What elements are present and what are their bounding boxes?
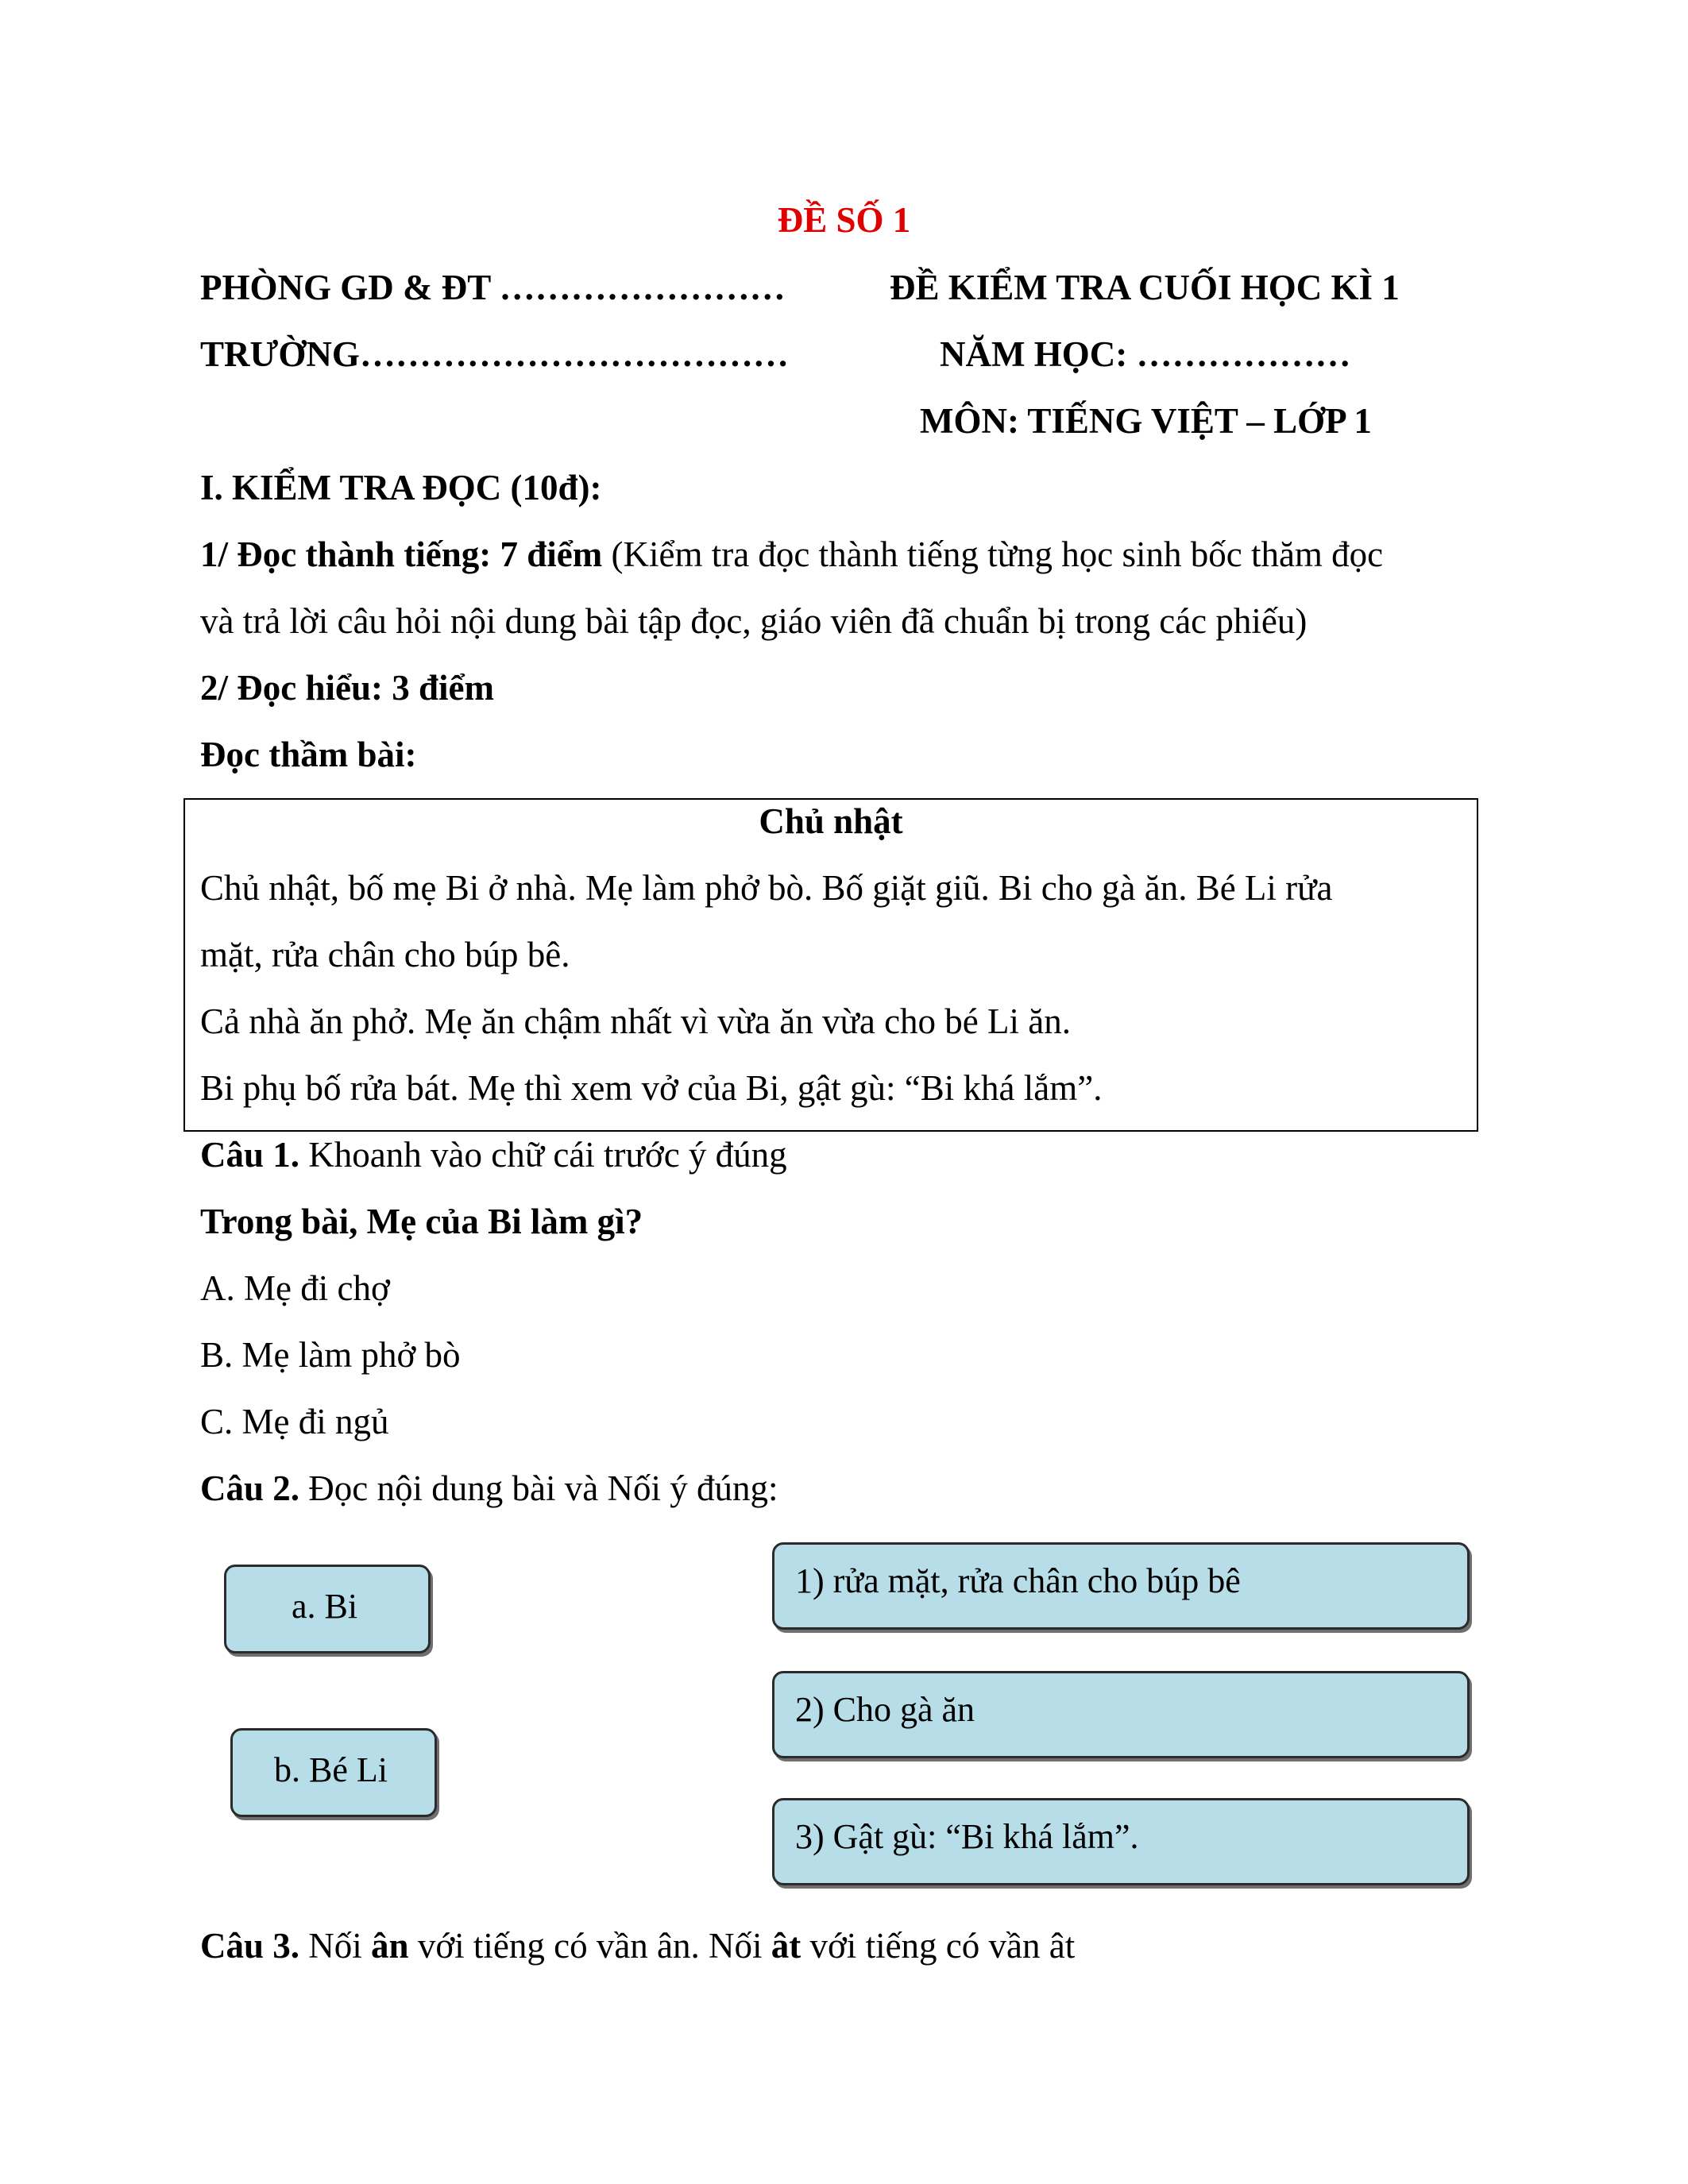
school-label: TRƯỜNG………………………………	[200, 334, 789, 374]
answer-option-c[interactable]: C. Mẹ đi ngủ	[200, 1402, 389, 1441]
subject-label: MÔN: TIẾNG VIỆT – LỚP 1	[920, 401, 1372, 441]
education-office-label: PHÒNG GD & ĐT ……………………	[200, 268, 786, 307]
passage-line: Bi phụ bố rửa bát. Mẹ thì xem vở của Bi, gật gù: “Bi khá lắm”.	[200, 1068, 1103, 1108]
question-3-rhyme-at: ât	[771, 1926, 802, 1966]
reading-aloud-text: (Kiểm tra đọc thành tiếng từng học sinh bốc thăm đọc	[602, 534, 1384, 574]
question-1	[200, 1137, 787, 1173]
question-2	[200, 1468, 778, 1508]
passage-line: mặt, rửa chân cho búp bê.	[200, 935, 570, 974]
answer-option-a[interactable]: A. Mẹ đi chợ	[200, 1268, 390, 1308]
question-3	[200, 1928, 1075, 1964]
answer-option-b[interactable]: B. Mẹ làm phở bò	[200, 1335, 461, 1375]
question-1-prompt: Trong bài, Mẹ của Bi làm gì?	[200, 1202, 643, 1241]
match-right-item-2[interactable]	[772, 1671, 1470, 1758]
reading-aloud-label: 1/ Đọc thành tiếng: 7 điểm	[200, 534, 603, 574]
passage-line: Chủ nhật, bố mẹ Bi ở nhà. Mẹ làm phở bò. Bố giặt giũ. Bi cho gà ăn. Bé Li rửa	[200, 868, 1333, 908]
question-3-rhyme-an: ân	[371, 1926, 409, 1966]
question-1-instruction: Khoanh vào chữ cái trước ý đúng	[299, 1135, 787, 1175]
match-right-item-label: 1) rửa mặt, rửa chân cho búp bê	[795, 1561, 1241, 1600]
match-right-item-1[interactable]	[772, 1542, 1470, 1630]
question-2-label: Câu 2.	[200, 1468, 300, 1508]
reading-aloud-text-line2: và trả lời câu hỏi nội dung bài tập đọc, giáo viên đã chuẩn bị trong các phiếu)	[200, 601, 1308, 641]
question-1-label: Câu 1.	[200, 1135, 300, 1175]
match-right-item-3[interactable]	[772, 1798, 1470, 1885]
exam-title: ĐỀ KIỂM TRA CUỐI HỌC KÌ 1	[890, 268, 1400, 307]
silent-reading-label: Đọc thầm bài:	[200, 735, 417, 774]
exam-number-title: ĐỀ SỐ 1	[777, 200, 911, 240]
match-left-item-bi[interactable]	[224, 1565, 431, 1653]
reading-aloud-paragraph	[200, 534, 1384, 574]
passage-line: Cả nhà ăn phở. Mẹ ăn chậm nhất vì vừa ăn vừa cho bé Li ăn.	[200, 1001, 1071, 1041]
school-year-label: NĂM HỌC: ………………	[940, 334, 1351, 374]
match-right-item-label: 3) Gật gù: “Bi khá lắm”.	[795, 1817, 1139, 1856]
match-left-item-label: b. Bé Li	[274, 1750, 388, 1789]
match-left-item-label: a. Bi	[292, 1587, 358, 1626]
question-3-label: Câu 3.	[200, 1926, 300, 1966]
match-right-item-label: 2) Cho gà ăn	[795, 1690, 975, 1729]
comprehension-label: 2/ Đọc hiểu: 3 điểm	[200, 668, 494, 708]
question-2-instruction: Đọc nội dung bài và Nối ý đúng:	[299, 1468, 778, 1508]
match-left-item-be-li[interactable]	[230, 1728, 437, 1817]
question-3-text: Nối	[299, 1926, 372, 1966]
question-3-text: với tiếng có vần ât	[801, 1926, 1076, 1966]
passage-title: Chủ nhật	[759, 801, 903, 841]
question-3-text: với tiếng có vần ân. Nối	[408, 1926, 771, 1966]
section-heading: I. KIỂM TRA ĐỌC (10đ):	[200, 468, 602, 507]
